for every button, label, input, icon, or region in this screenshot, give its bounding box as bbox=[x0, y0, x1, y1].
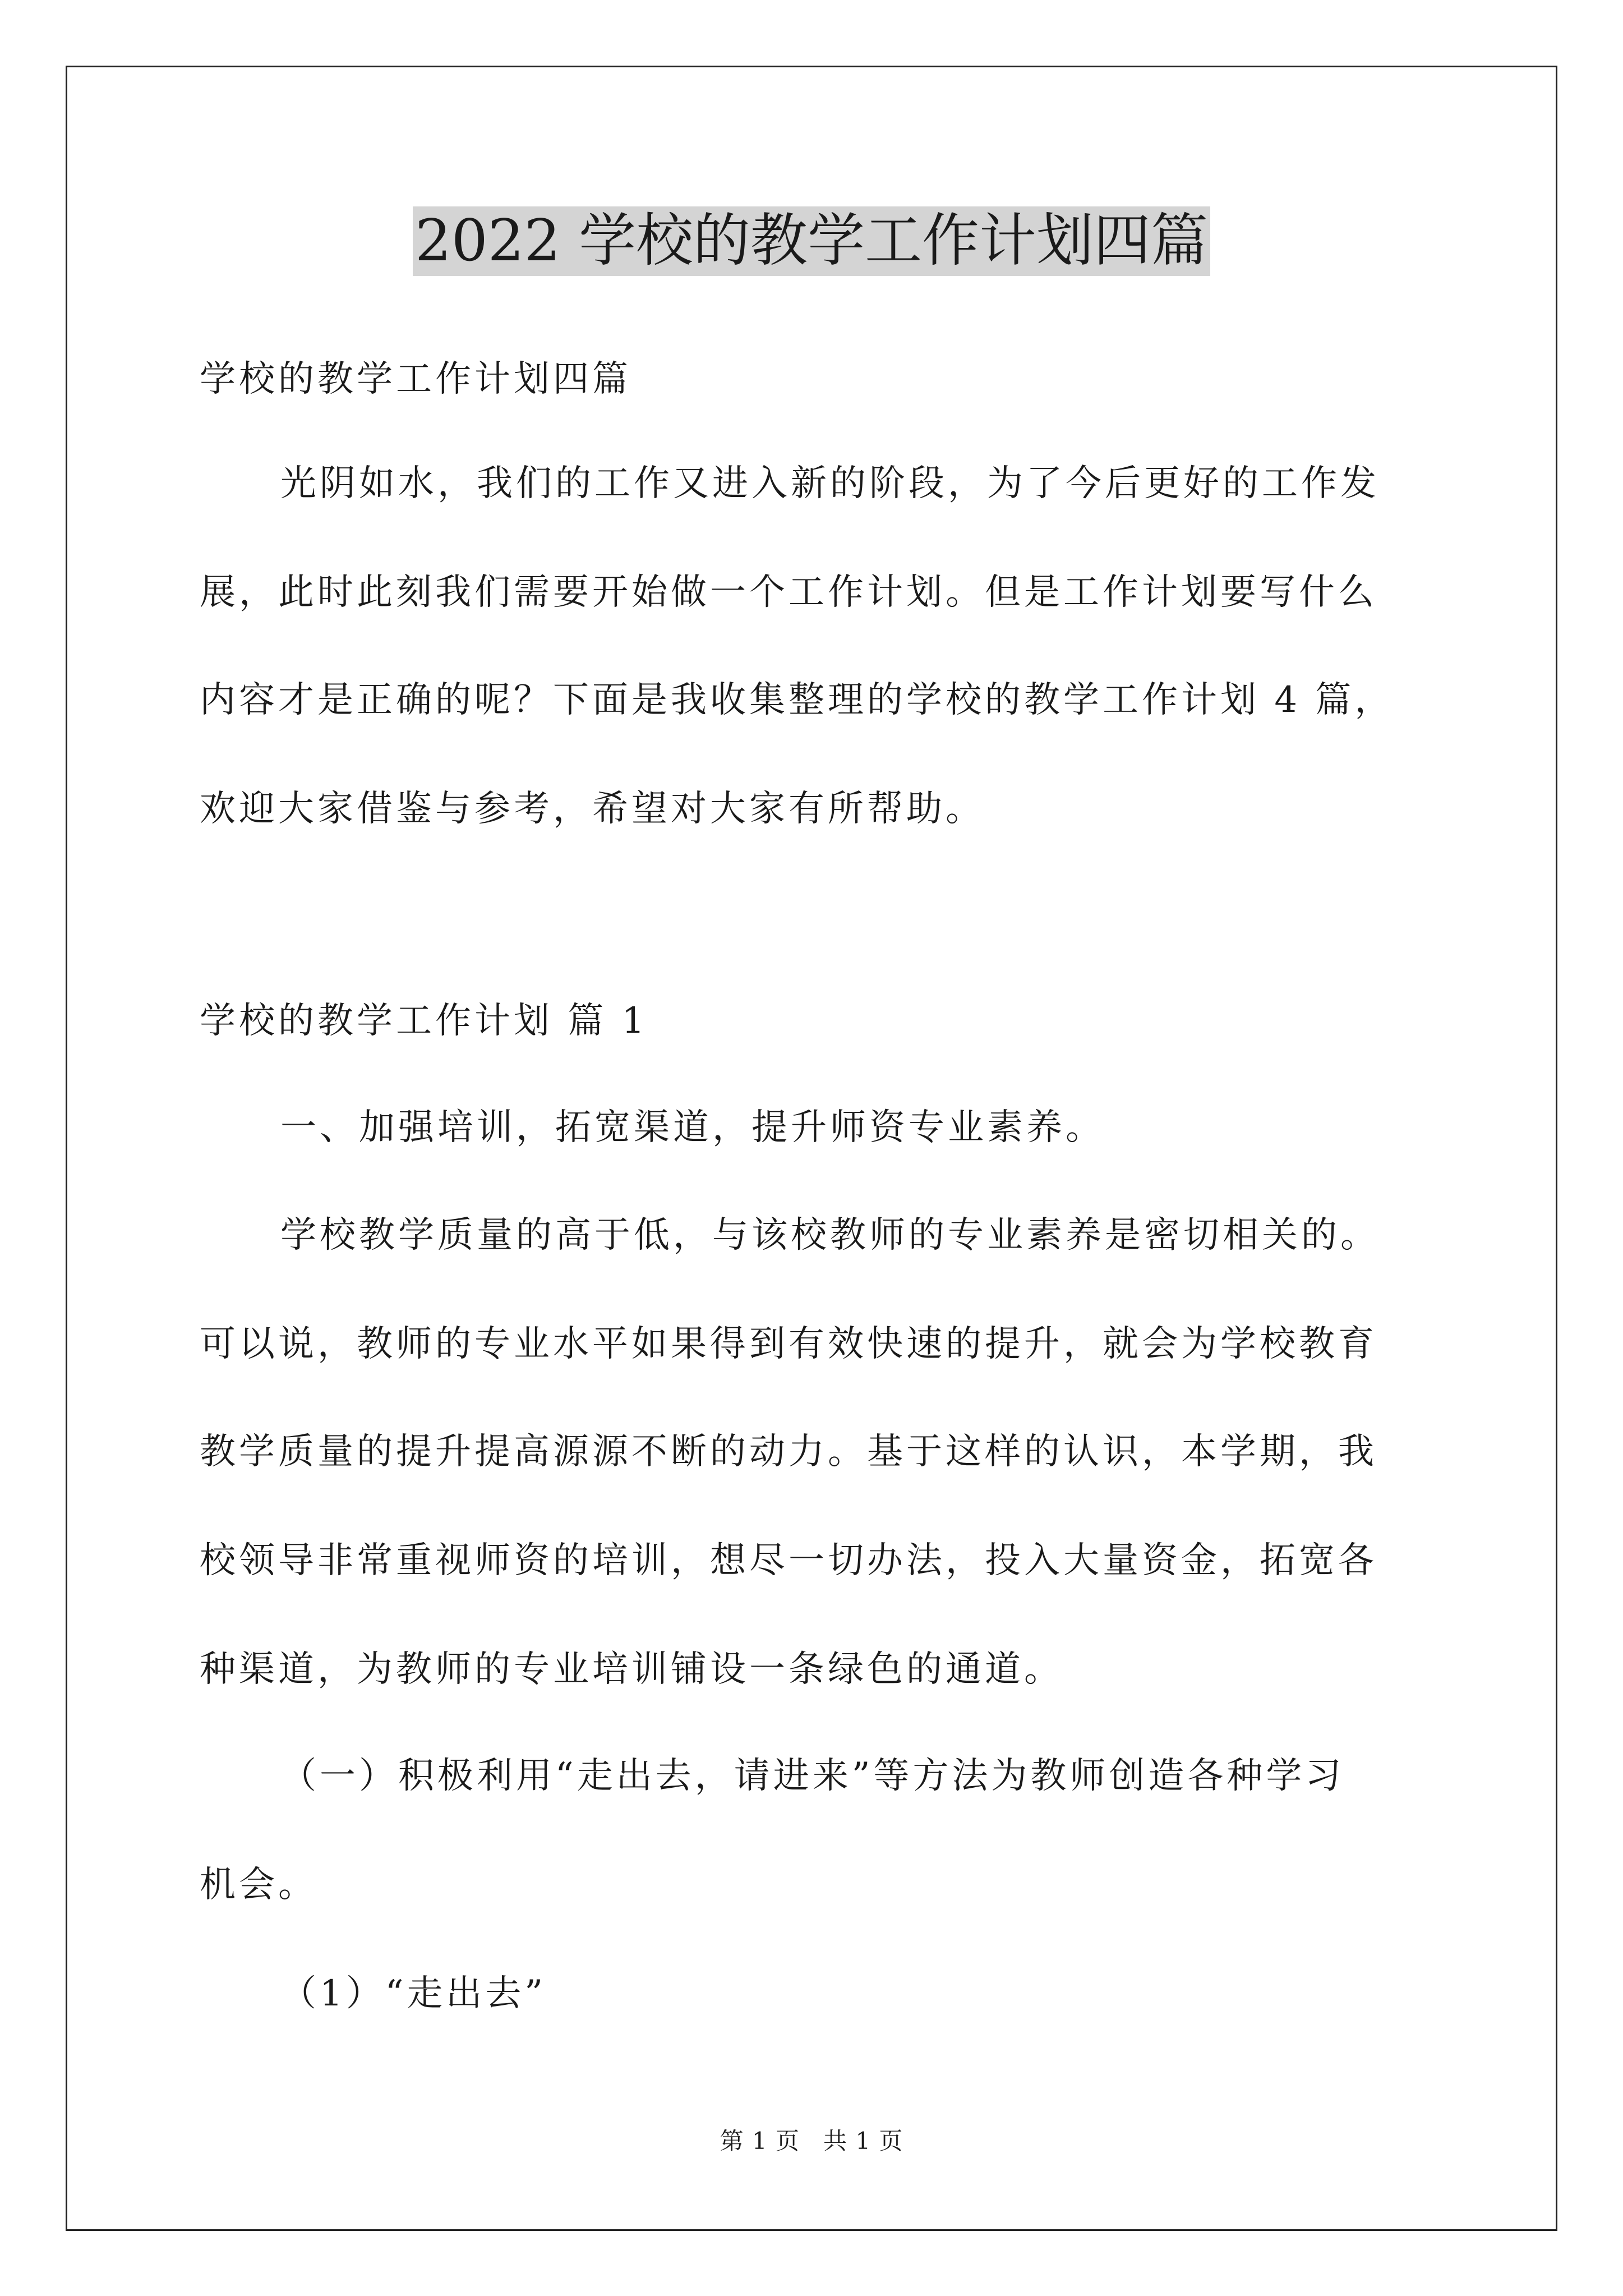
title-container bbox=[0, 206, 1623, 276]
page-number: 第 1 页 bbox=[720, 2127, 800, 2155]
page-total: 共 1 页 bbox=[823, 2127, 903, 2155]
sub-point-line: （一）积极利用“走出去，请进来”等方法为教师创造各种学习 bbox=[280, 1755, 1345, 1797]
intro-line: 展，此时此刻我们需要开始做一个工作计划。但是工作计划要写什么 bbox=[200, 572, 1377, 613]
intro-line: 光阴如水，我们的工作又进入新的阶段，为了今后更好的工作发 bbox=[280, 463, 1380, 504]
item-heading: （1）“走出去” bbox=[280, 1973, 547, 2014]
paragraph-line: 学校教学质量的高于低，与该校教师的专业素养是密切相关的。 bbox=[280, 1214, 1380, 1256]
point-heading: 一、加强培训，拓宽渠道，提升师资专业素养。 bbox=[280, 1107, 1105, 1148]
sub-point-line: 机会。 bbox=[200, 1864, 317, 1906]
intro-line: 欢迎大家借鉴与参考，希望对大家有所帮助。 bbox=[200, 788, 985, 830]
intro-line: 内容才是正确的呢？下面是我收集整理的学校的教学工作计划 4 篇， bbox=[200, 679, 1394, 721]
paragraph-line: 校领导非常重视师资的培训，想尽一切办法，投入大量资金，拓宽各 bbox=[200, 1540, 1377, 1581]
page-footer bbox=[0, 2127, 1623, 2156]
paragraph-line: 可以说，教师的专业水平如果得到有效快速的提升，就会为学校教育 bbox=[200, 1323, 1377, 1365]
document-title: 2022 学校的教学工作计划四篇 bbox=[413, 206, 1210, 276]
document-subtitle: 学校的教学工作计划四篇 bbox=[200, 358, 631, 400]
section-heading: 学校的教学工作计划 篇 1 bbox=[200, 1000, 648, 1042]
paragraph-line: 教学质量的提升提高源源不断的动力。基于这样的认识，本学期，我 bbox=[200, 1431, 1377, 1473]
paragraph-line: 种渠道，为教师的专业培训铺设一条绿色的通道。 bbox=[200, 1649, 1063, 1690]
